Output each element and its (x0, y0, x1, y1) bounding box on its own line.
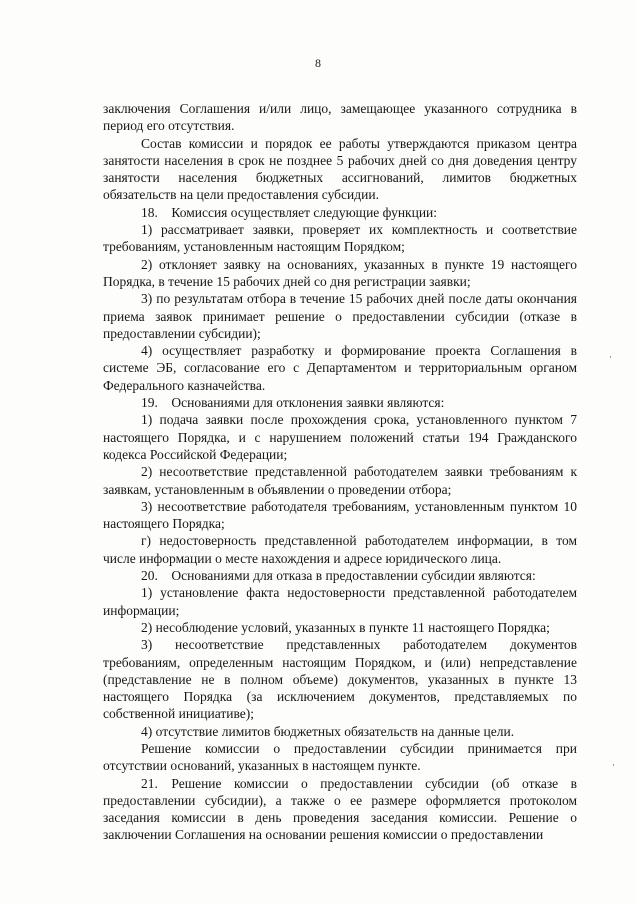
margin-mark: · (612, 760, 615, 770)
paragraph: 18. Комиссия осуществляет следующие функции: (141, 204, 438, 220)
paragraph: 4) отсутствие лимитов бюджетных обязательств на данные цели. (141, 723, 515, 739)
paragraph: заключения Соглашения и/или лицо, замещающее указанного сотрудника в период его отсутствия. (103, 101, 577, 134)
document-body (103, 100, 577, 844)
paragraph: 3) по результатам отбора в течение 15 рабочих дней после даты окончания приема заявок принимает решение о предоставлении субсидии (отказе в предоставлении субсидии); (103, 291, 577, 341)
paragraph: 20. Основаниями для отказа в предоставлении субсидии являются: (141, 568, 536, 584)
paragraph: Состав комиссии и порядок ее работы утверждаются приказом центра занятости населения в срок не позднее 5 рабочих дней со дня доведения центру занятости населения бюджетных ассигнований, лимитов бюджетных обязательств на цели предоставления субсидии. (103, 135, 577, 203)
paragraph: 4) осуществляет разработку и формирование проекта Соглашения в системе ЭБ, согласование его с Департаментом и территориальным органом Федерального казначейства. (103, 343, 577, 393)
paragraph: 3) несоответствие представленных работодателем документов требованиям, определенным настоящим Порядком, и (или) непредставление (представление не в полном объеме) документов, указанных в пункте 13 настоящего Порядка (за исключением документов, представляемых по собственной инициативе); (103, 637, 577, 722)
paragraph: Решение комиссии о предоставлении субсидии принимается при отсутствии оснований, указанных в настоящем пункте. (103, 740, 577, 774)
paragraph: 2) отклоняет заявку на основаниях, указанных в пункте 19 настоящего Порядка, в течение 15 рабочих дней со дня регистрации заявки; (103, 256, 577, 289)
paragraph: 3) несоответствие работодателя требованиям, установленным пунктом 10 настоящего Порядка; (103, 498, 577, 532)
paragraph: 19. Основаниями для отклонения заявки являются: (141, 395, 445, 411)
paragraph: 2) несоответствие представленной работодателем заявки требованиям к заявкам, установленным в объявлении о проведении отбора; (103, 464, 577, 497)
paragraph: 2) несоблюдение условий, указанных в пункте 11 настоящего Порядка; (141, 619, 550, 635)
paragraph: 1) подача заявки после прохождения срока, установленного пунктом 7 настоящего Порядка, и с нарушением положений статьи 194 Гражданского кодекса Российской Федерации; (103, 412, 577, 462)
margin-mark: · (609, 352, 612, 362)
paragraph: 21. Решение комиссии о предоставлении субсидии (об отказе в предоставлении субсидии), а также о ее размере оформляется протоколом заседания комиссии в день проведения заседания комиссии. Решение о заключении Соглашения на основании решения комиссии о предоставлении (103, 775, 577, 843)
paragraph: 1) рассматривает заявки, проверяет их комплектность и соответствие требованиям, установленным настоящим Порядком; (103, 222, 577, 255)
page-number: 8 (315, 56, 321, 70)
paragraph: г) недостоверность представленной работодателем информации, в том числе информации о месте нахождения и адресе юридического лица. (103, 533, 577, 566)
paragraph: 1) установление факта недостоверности представленной работодателем информации; (103, 585, 577, 618)
